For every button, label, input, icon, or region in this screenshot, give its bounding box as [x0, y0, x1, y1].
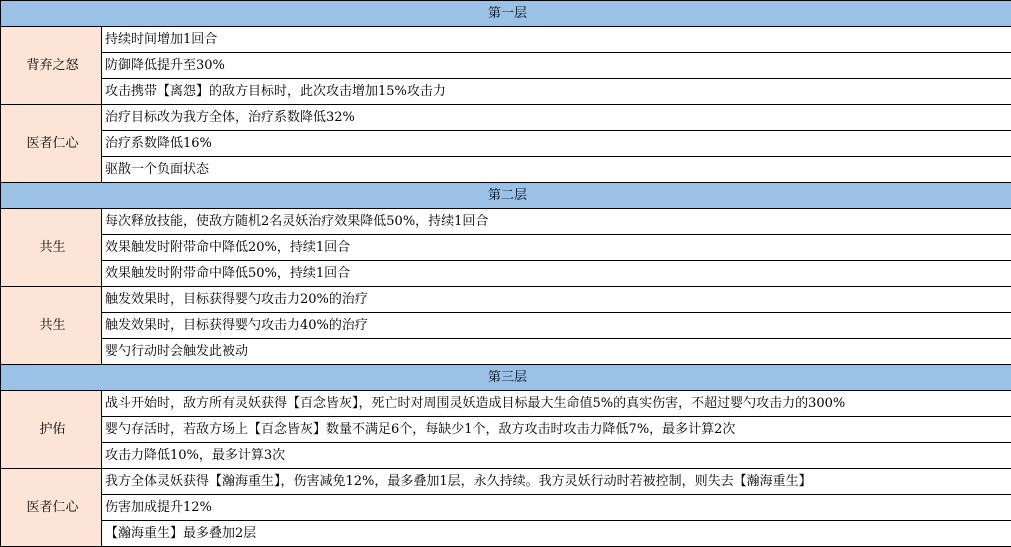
effect-cell[interactable]: 持续时间增加1回合 — [102, 27, 1011, 53]
talent-name-cell[interactable]: 医者仁心 — [1, 469, 102, 547]
table-row — [1, 209, 1011, 235]
layer-header-row — [1, 365, 1011, 391]
table-row — [1, 443, 1011, 469]
talent-table-body — [1, 1, 1011, 547]
table-row — [1, 79, 1011, 105]
effect-cell[interactable]: 【瀚海重生】最多叠加2层 — [102, 521, 1011, 547]
layer-header[interactable]: 第三层 — [1, 365, 1011, 391]
table-row — [1, 469, 1011, 495]
table-row — [1, 105, 1011, 131]
effect-cell[interactable]: 攻击力降低10%，最多计算3次 — [102, 443, 1011, 469]
talent-name-cell[interactable]: 护佑 — [1, 391, 102, 469]
effect-cell[interactable]: 效果触发时附带命中降低50%，持续1回合 — [102, 261, 1011, 287]
effect-cell[interactable]: 效果触发时附带命中降低20%，持续1回合 — [102, 235, 1011, 261]
talent-name-cell[interactable]: 背弃之怒 — [1, 27, 102, 105]
table-row — [1, 521, 1011, 547]
table-row — [1, 261, 1011, 287]
table-row — [1, 131, 1011, 157]
table-row — [1, 391, 1011, 417]
layer-header[interactable]: 第二层 — [1, 183, 1011, 209]
effect-cell[interactable]: 驱散一个负面状态 — [102, 157, 1011, 183]
table-row — [1, 27, 1011, 53]
table-row — [1, 313, 1011, 339]
effect-cell[interactable]: 我方全体灵妖获得【瀚海重生】，伤害减免12%，最多叠加1层，永久持续。我方灵妖行动时若被控制，则失去【瀚海重生】 — [102, 469, 1011, 495]
table-row — [1, 157, 1011, 183]
effect-cell[interactable]: 攻击携带【离怨】的敌方目标时，此次攻击增加15%攻击力 — [102, 79, 1011, 105]
table-row — [1, 287, 1011, 313]
effect-cell[interactable]: 婴勺存活时，若敌方场上【百念皆灰】数量不满足6个，每缺少1个，敌方攻击时攻击力降低7%，最多计算2次 — [102, 417, 1011, 443]
effect-cell[interactable]: 治疗目标改为我方全体，治疗系数降低32% — [102, 105, 1011, 131]
effect-cell[interactable]: 战斗开始时，敌方所有灵妖获得【百念皆灰】，死亡时对周围灵妖造成目标最大生命值5%的真实伤害，不超过婴勺攻击力的300% — [102, 391, 1011, 417]
effect-cell[interactable]: 伤害加成提升12% — [102, 495, 1011, 521]
table-row — [1, 495, 1011, 521]
table-row — [1, 235, 1011, 261]
effect-cell[interactable]: 触发效果时，目标获得婴勺攻击力20%的治疗 — [102, 287, 1011, 313]
effect-cell[interactable]: 每次释放技能，使敌方随机2名灵妖治疗效果降低50%，持续1回合 — [102, 209, 1011, 235]
layer-header-row — [1, 1, 1011, 27]
effect-cell[interactable]: 婴勺行动时会触发此被动 — [102, 339, 1011, 365]
table-row — [1, 339, 1011, 365]
effect-cell[interactable]: 触发效果时，目标获得婴勺攻击力40%的治疗 — [102, 313, 1011, 339]
talent-name-cell[interactable]: 共生 — [1, 287, 102, 365]
effect-cell[interactable]: 治疗系数降低16% — [102, 131, 1011, 157]
table-row — [1, 417, 1011, 443]
talent-name-cell[interactable]: 共生 — [1, 209, 102, 287]
effect-cell[interactable]: 防御降低提升至30% — [102, 53, 1011, 79]
talent-name-cell[interactable]: 医者仁心 — [1, 105, 102, 183]
layer-header-row — [1, 183, 1011, 209]
layer-header[interactable]: 第一层 — [1, 1, 1011, 27]
table-row — [1, 53, 1011, 79]
